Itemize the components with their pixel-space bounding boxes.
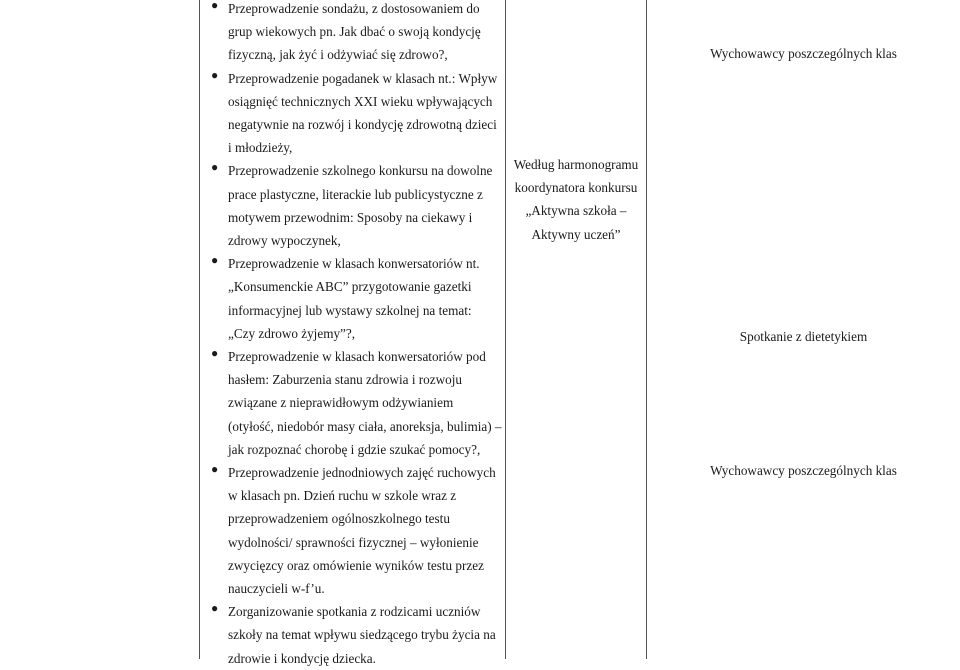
- activity-line: „Czy zdrowo żyjemy”?,: [228, 325, 356, 341]
- activity-item: [200, 159, 505, 252]
- bullet-disc-icon: ●: [211, 462, 219, 477]
- activities-list: [200, 0, 505, 670]
- activities-column: [200, 0, 505, 666]
- activity-line: zdrowy wypoczynek,: [228, 233, 341, 249]
- activity-line: „Konsumenckie ABC” przygotowanie gazetki: [228, 279, 472, 295]
- activity-item: [200, 600, 505, 670]
- bullet-disc-icon: ●: [211, 160, 219, 175]
- bullet-disc-icon: ●: [211, 67, 219, 82]
- responsible-column: [647, 0, 960, 659]
- activity-line: (otyłość, niedobór masy ciała, anoreksja, bulimia) –: [228, 418, 502, 434]
- activity-line: Przeprowadzenie szkolnego konkursu na dowolne: [228, 163, 493, 179]
- activity-line: Przeprowadzenie jednodniowych zajęć ruchowych: [228, 465, 496, 481]
- schedule-note-line: koordynatora konkursu: [514, 180, 638, 196]
- activity-line: prace plastyczne, literackie lub publicystyczne z: [228, 186, 483, 202]
- responsible-second: Wychowawcy poszczególnych klas: [710, 463, 897, 478]
- activity-line: nauczycieli w-f’u.: [228, 581, 325, 597]
- activity-line: w klasach pn. Dzień ruchu w szkole wraz z: [228, 488, 457, 504]
- activity-line: i młodzieży,: [228, 140, 293, 156]
- responsible-dietitian: Spotkanie z dietetykiem: [739, 329, 868, 344]
- activity-line: związane z nieprawidłowym odżywianiem: [228, 395, 454, 411]
- schedule-note-line: Aktywny uczeń”: [531, 226, 621, 242]
- bullet-disc-icon: ●: [211, 253, 219, 268]
- activity-line: Przeprowadzenie w klasach konwersatoriów nt.: [228, 256, 480, 272]
- schedule-note: [506, 153, 646, 246]
- activity-line: motywem przewodnim: Sposoby na ciekawy i: [228, 209, 473, 225]
- activity-line: zdrowie i kondycję dziecka.: [228, 650, 376, 666]
- activity-line: negatywnie na rozwój i kondycję zdrowotną dzieci: [228, 117, 497, 133]
- activity-line: grup wiekowych pn. Jak dbać o swoją kondycję: [228, 24, 481, 40]
- activity-item: [200, 461, 505, 600]
- activity-item: [200, 67, 505, 160]
- activity-line: Przeprowadzenie w klasach konwersatoriów pod: [228, 349, 486, 365]
- activity-line: hasłem: Zaburzenia stanu zdrowia i rozwoju: [228, 372, 462, 388]
- bullet-disc-icon: ●: [211, 0, 219, 12]
- activity-line: fizyczną, jak żyć i odżywiać się zdrowo?,: [228, 47, 448, 63]
- activity-line: Przeprowadzenie pogadanek w klasach nt.: Wpływ: [228, 70, 498, 86]
- notes-column: [506, 0, 646, 659]
- activity-line: wydolności/ sprawności fizycznej – wyłonienie: [228, 534, 479, 550]
- responsible-first: Wychowawcy poszczególnych klas: [710, 46, 897, 61]
- activity-line: Zorganizowanie spotkania z rodzicami uczniów: [228, 604, 481, 620]
- activity-line: szkoły na temat wpływu siedzącego trybu życia na: [228, 627, 496, 643]
- activity-line: Przeprowadzenie sondażu, z dostosowaniem do: [228, 1, 480, 16]
- activity-line: przeprowadzeniem ogólnoszkolnego testu: [228, 511, 450, 527]
- activity-line: jak rozpoznać chorobę i gdzie szukać pomocy?,: [228, 441, 481, 457]
- activity-line: zwycięzcy oraz omówienie wyników testu przez: [228, 557, 484, 573]
- activity-item: [200, 345, 505, 461]
- bullet-disc-icon: ●: [211, 346, 219, 361]
- schedule-note-line: „Aktywna szkoła –: [525, 203, 627, 219]
- activity-item: [200, 0, 505, 67]
- schedule-note-line: Według harmonogramu: [513, 157, 639, 172]
- bullet-disc-icon: ●: [211, 601, 219, 616]
- activity-item: [200, 252, 505, 345]
- activity-line: osiągnięć technicznych XXI wieku wpływających: [228, 93, 493, 109]
- activity-line: informacyjnej lub wystawy szkolnej na temat:: [228, 302, 472, 318]
